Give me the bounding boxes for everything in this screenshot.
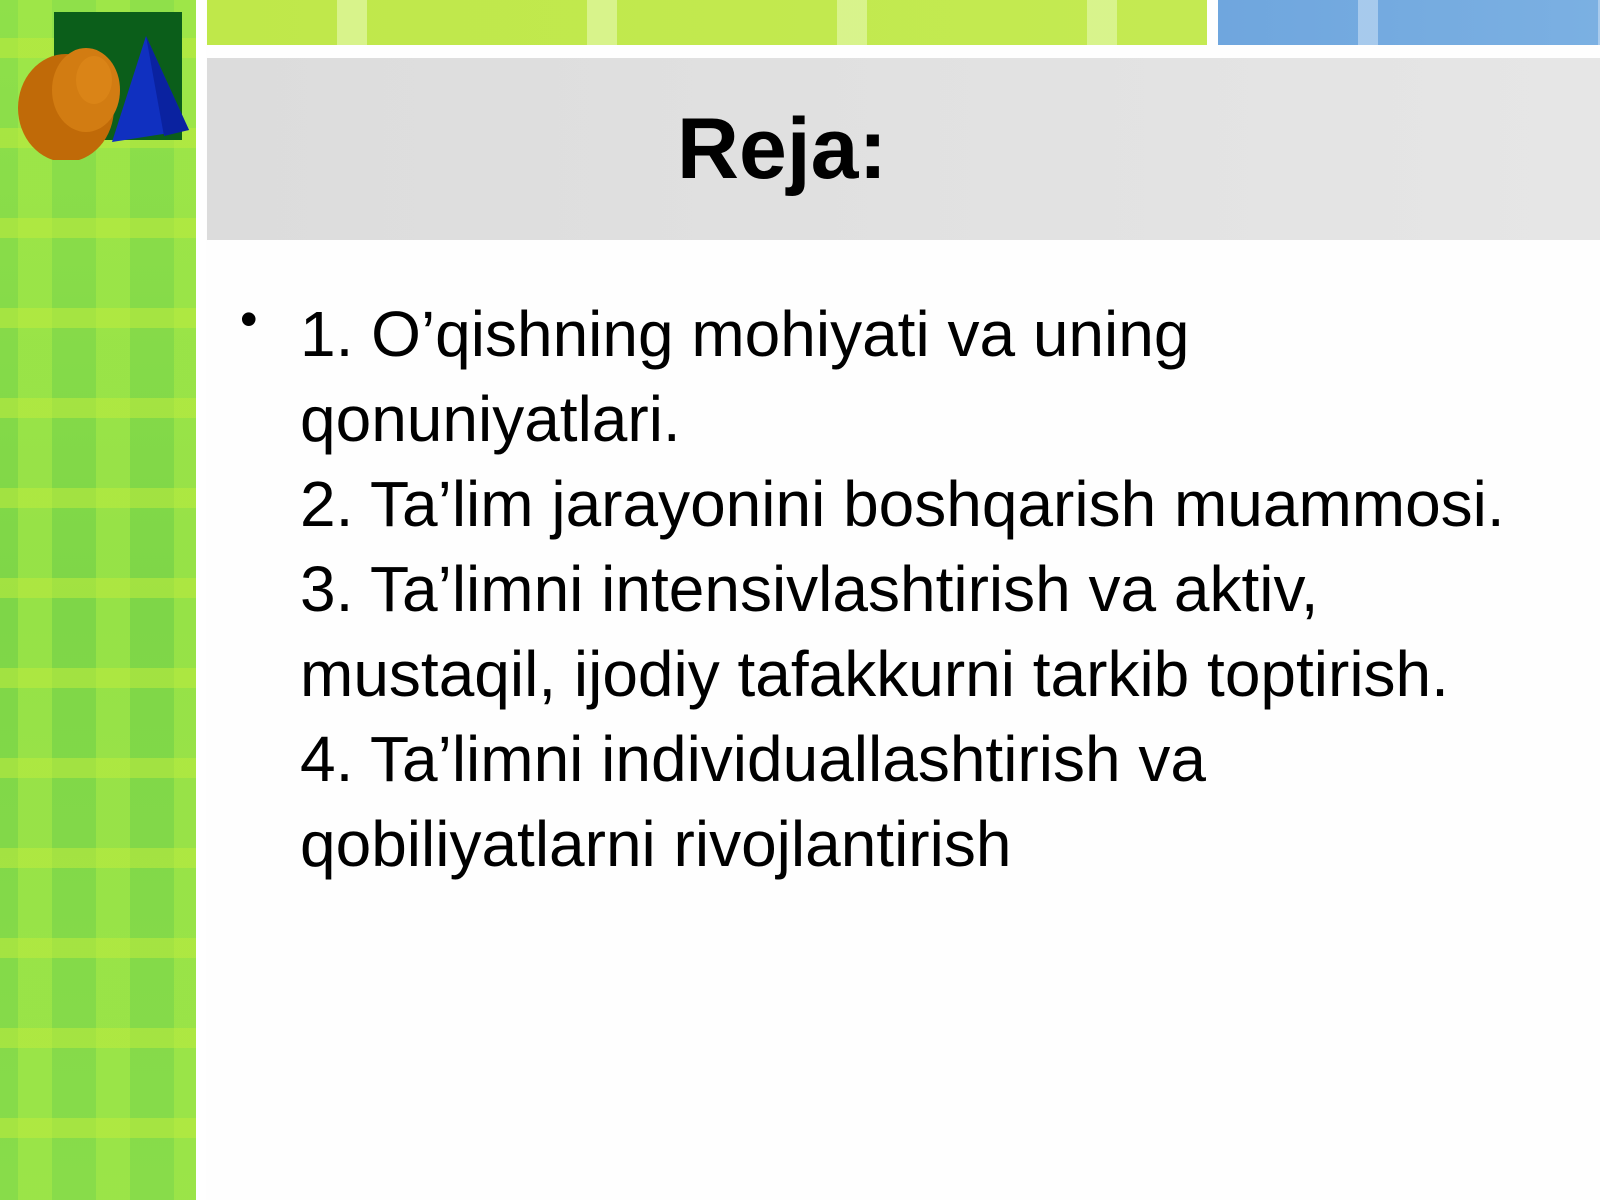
bullet-list-item [240, 292, 1560, 887]
logo-cylinder-shape [18, 48, 120, 160]
left-divider [196, 0, 206, 1200]
left-decorative-panel [0, 0, 196, 1200]
slide-title: Reja: [676, 100, 888, 197]
plan-item-2: 2. Ta’lim jarayonini boshqarish muammosi. [300, 468, 1505, 540]
plan-item-3: 3. Ta’limni intensivlashtirish va aktiv, mustaqil, ijodiy tafakkurni tarkib toptirish. [300, 553, 1449, 710]
plan-item-1: 1. O’qishning mohiyati va uning qonuniyatlari. [300, 298, 1190, 455]
bullet-icon: • [240, 291, 258, 347]
shapes-logo-icon [14, 10, 194, 160]
plan-item-4: 4. Ta’limni individuallashtirish va qobiliyatlarni rivojlantirish [300, 723, 1206, 880]
slide-content [240, 292, 1560, 887]
top-green-strip [207, 0, 1207, 45]
top-blue-strip [1218, 0, 1600, 45]
